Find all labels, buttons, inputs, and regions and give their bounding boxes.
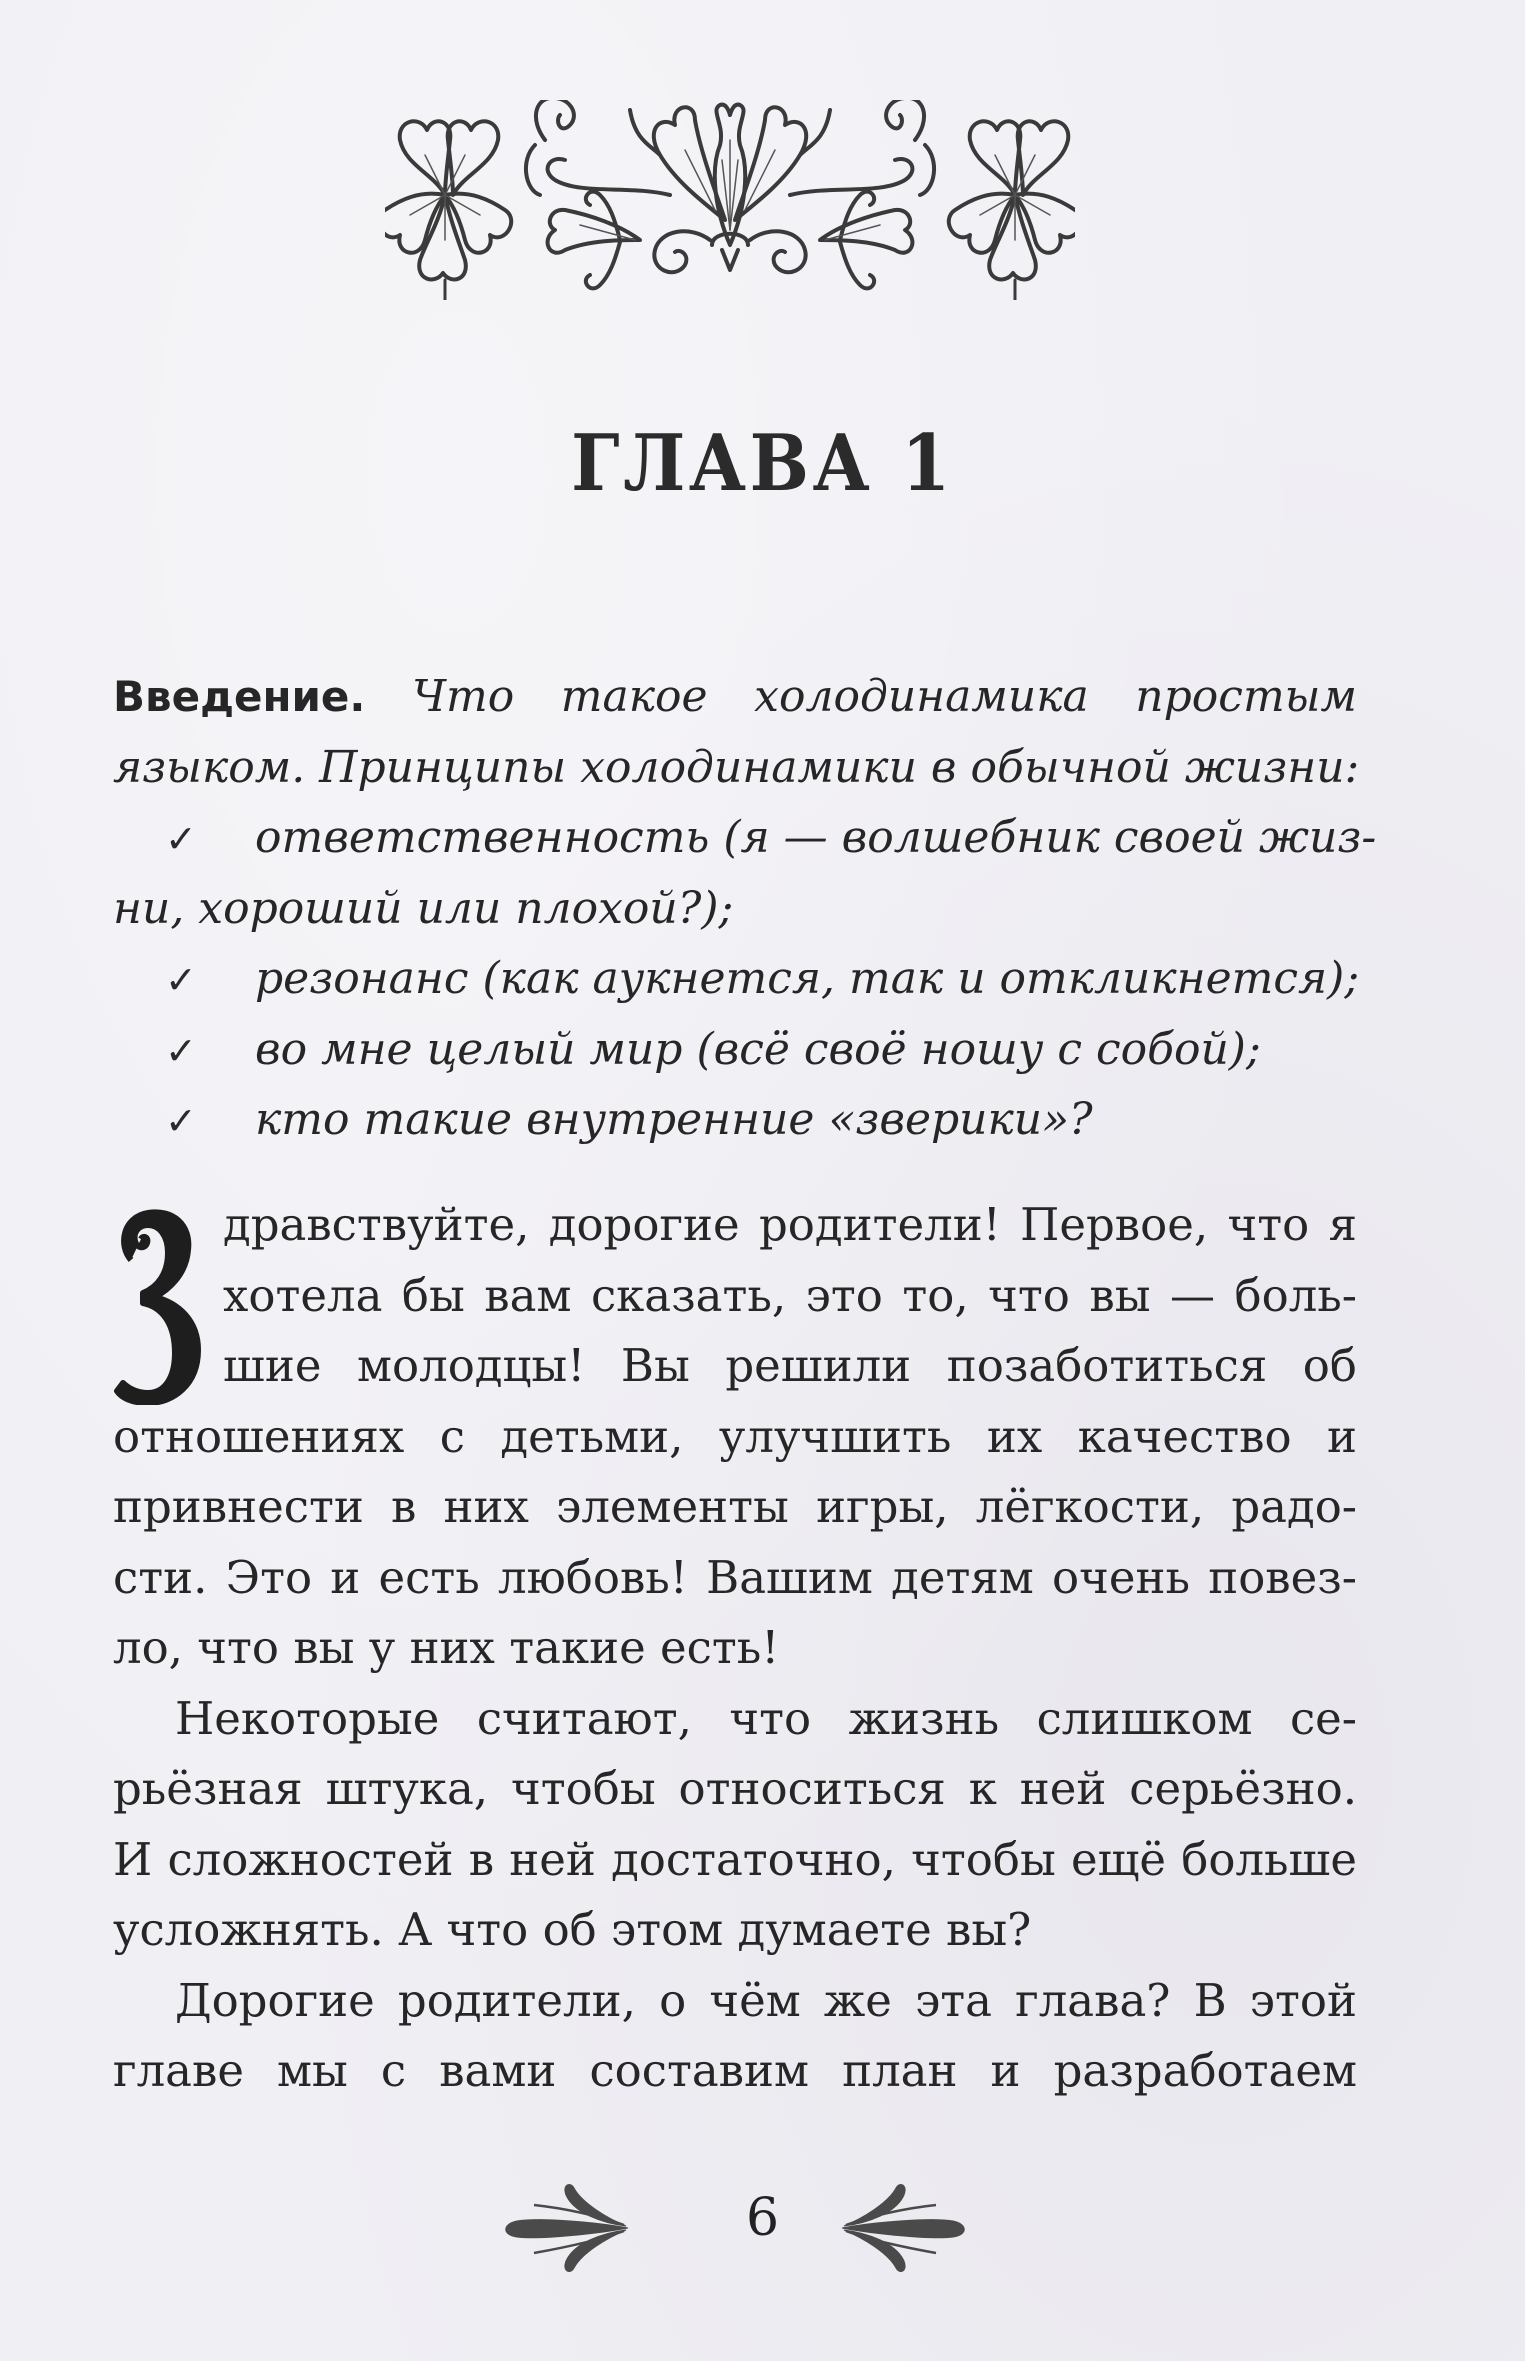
paragraph-2 xyxy=(113,1684,1357,1966)
intro-line-1 xyxy=(113,662,1357,733)
chapter-intro xyxy=(113,662,1377,1156)
body-line: рьёзная штука, чтобы относиться к ней серьёзно. xyxy=(113,1762,1357,1815)
checklist-item-text: во мне целый мир (всё своё ношу с собой); xyxy=(255,1023,1261,1075)
chapter-body xyxy=(113,1190,1357,2107)
checklist-item-text: кто такие внутренние «зверики»? xyxy=(255,1094,1093,1145)
body-line: привнести в них элементы игры, лёгкости, радо- xyxy=(113,1480,1357,1533)
intro-lead-italic: Что такое холодинамика простым xyxy=(411,671,1357,722)
checklist-item-text-cont: ни, хороший или плохой?); xyxy=(113,882,734,934)
checkmark-icon: ✓ xyxy=(165,958,197,1002)
checklist-item xyxy=(113,944,1360,1015)
page-number: 6 xyxy=(745,2188,780,2248)
checklist-item xyxy=(113,803,1377,944)
body-line: усложнять. А что об этом думаете вы? xyxy=(113,1903,1032,1956)
intro-line-2: языком. Принципы холодинамики в обычной жизни: xyxy=(113,741,1360,793)
intro-lead-bold: Введение. xyxy=(113,672,366,721)
body-line: Некоторые считают, что жизнь слишком се- xyxy=(175,1691,1357,1745)
chapter-title: ГЛАВА 1 xyxy=(571,418,954,509)
checklist-item-text: резонанс (как аукнется, так и откликнется); xyxy=(255,953,1360,1004)
body-line: сти. Это и есть любовь! Вашим детям очень повез- xyxy=(113,1550,1357,1604)
body-line: шие молодцы! Вы решили позаботиться об xyxy=(223,1339,1357,1392)
checkmark-icon: ✓ xyxy=(165,1099,197,1143)
leaf-fan-ornament-right-icon xyxy=(840,2183,968,2273)
body-line: ло, что вы у них такие есть! xyxy=(113,1621,780,1674)
checklist-item-text: ответственность (я — волшебник своей жиз- xyxy=(255,812,1377,863)
floral-scroll-ornament-icon xyxy=(385,100,1075,300)
checkmark-icon: ✓ xyxy=(165,1028,197,1073)
body-line: главе мы с вами составим план и разработаем xyxy=(113,2044,1357,2097)
checkmark-icon: ✓ xyxy=(165,817,197,861)
body-line: И сложностей в ней достаточно, чтобы ещё больше xyxy=(113,1832,1357,1886)
body-line: хотела бы вам сказать, это то, что вы — боль- xyxy=(223,1268,1357,1322)
paragraph-1 xyxy=(113,1190,1357,1684)
body-line: Дорогие родители, о чём же эта глава? В этой xyxy=(175,1973,1357,2027)
checklist-item xyxy=(113,1085,1357,1156)
body-line: дравствуйте, дорогие родители! Первое, что я xyxy=(223,1198,1357,1251)
paragraph-3 xyxy=(113,1966,1357,2107)
principles-checklist xyxy=(113,803,1377,1156)
checklist-item xyxy=(113,1015,1357,1086)
body-line: отношениях с детьми, улучшить их качество и xyxy=(113,1409,1357,1463)
